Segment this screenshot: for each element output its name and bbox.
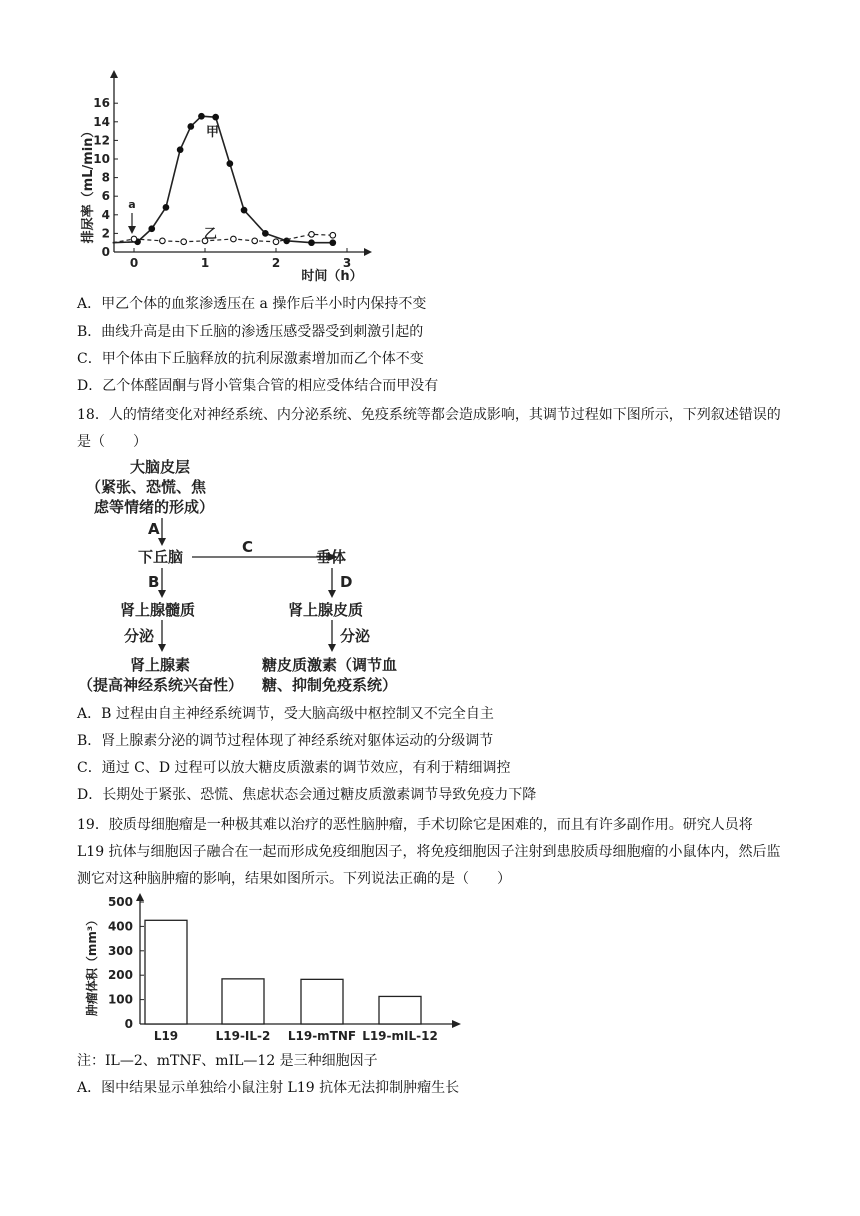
y-tick-label: 8 xyxy=(101,170,110,185)
series-label-jia: 甲 xyxy=(206,125,220,140)
x-category-label: L19-IL-2 xyxy=(215,1029,271,1043)
tumor-volume-bar-chart xyxy=(76,893,466,1049)
q18-option-b: B．肾上腺素分泌的调节过程体现了神经系统对躯体运动的分级调节 xyxy=(77,733,494,749)
series-yi-point xyxy=(252,238,258,244)
node-glucocorticoid: 糖皮质激素（调节血 xyxy=(262,656,398,674)
node-adrenal-medulla: 肾上腺髓质 xyxy=(120,601,196,619)
y-tick-label: 4 xyxy=(101,207,110,222)
y-tick-label: 400 xyxy=(107,919,133,934)
node-cortex-line3: 虑等情绪的形成） xyxy=(94,498,215,516)
node-hypothalamus: 下丘脑 xyxy=(138,548,184,566)
y-tick-label: 14 xyxy=(93,114,110,129)
x-tick-label: 2 xyxy=(271,256,281,270)
q18-option-a: A．B 过程由自主神经系统调节，受大脑高级中枢控制又不完全自主 xyxy=(77,706,494,722)
series-jia-point xyxy=(149,226,155,232)
series-yi-point xyxy=(273,239,279,245)
x-tick-label: 0 xyxy=(129,256,139,270)
series-yi-point xyxy=(309,232,315,238)
q17-option-d: D．乙个体醛固酮与肾小管集合管的相应受体结合而甲没有 xyxy=(77,378,439,394)
series-jia-point xyxy=(309,240,315,246)
node-cortex-line2: （紧张、恐慌、焦 xyxy=(86,478,207,496)
bar-l19-mtnf xyxy=(301,979,343,1024)
q17-option-b: B．曲线升高是由下丘脑的渗透压感受器受到刺激引起的 xyxy=(77,324,424,340)
q18-option-d: D．长期处于紧张、恐慌、焦虑状态会通过糖皮质激素调节导致免疫力下降 xyxy=(77,787,537,803)
y-axis-arrow xyxy=(110,70,118,78)
y-axis-label: 排尿率（mL/min） xyxy=(81,124,96,244)
series-yi-point xyxy=(330,232,336,238)
bar-l19 xyxy=(145,920,187,1024)
y-tick-label: 10 xyxy=(93,152,110,166)
series-jia-point xyxy=(263,231,269,237)
q19-stem: 19．胶质母细胞瘤是一种极其难以治疗的恶性脑肿瘤，手术切除它是困难的，而且有许多副作用。研究人员将 L19 抗体与细胞因子融合在一起而形成免疫细胞因子，将免疫细胞因子注射到患胶质母细胞瘤的小鼠体内，然后监测它对这种脑肿瘤的影响，结果如图所示。下列说法正确的是（ ） xyxy=(77,817,781,887)
arrow-a-label: a xyxy=(128,198,136,211)
series-jia-point xyxy=(227,161,233,167)
y-tick-label: 0 xyxy=(101,245,110,259)
series-jia-point xyxy=(330,240,336,246)
label-c: C xyxy=(242,538,254,556)
x-axis-arrow xyxy=(452,1020,461,1028)
series-jia-point xyxy=(213,114,219,120)
y-tick-label: 0 xyxy=(124,1017,133,1031)
series-jia-point xyxy=(199,113,205,119)
node-pituitary: 垂体 xyxy=(316,548,347,566)
x-axis-arrow xyxy=(364,248,372,256)
node-glucocorticoid-effect: 糖、抑制免疫系统） xyxy=(262,676,398,694)
arrow-a-head xyxy=(128,226,136,234)
label-secrete-left: 分泌 xyxy=(124,627,155,645)
x-axis-label: 时间（h） xyxy=(301,269,363,284)
y-axis-arrow xyxy=(136,893,144,901)
series-yi-point xyxy=(231,236,237,242)
q17-option-c: C．甲个体由下丘脑释放的抗利尿激素增加而乙个体不变 xyxy=(77,351,424,367)
urine-rate-line-chart xyxy=(76,66,376,288)
series-jia-point xyxy=(241,207,247,213)
series-yi-point xyxy=(131,236,137,242)
y-tick-label: 100 xyxy=(107,992,133,1007)
x-category-label: L19-mTNF xyxy=(287,1029,357,1043)
label-b: B xyxy=(148,573,160,591)
y-tick-label: 2 xyxy=(101,226,110,241)
y-tick-label: 500 xyxy=(107,895,133,909)
y-tick-label: 12 xyxy=(93,133,110,148)
q18-stem: 18．人的情绪变化对神经系统、内分泌系统、免疫系统等都会造成影响，其调节过程如下图所示，下列叙述错误的是（ ） xyxy=(77,407,781,450)
x-category-label: L19-mIL-12 xyxy=(362,1029,438,1043)
label-d: D xyxy=(340,573,353,591)
y-tick-label: 16 xyxy=(93,96,110,111)
series-label-yi: 乙 xyxy=(204,227,218,242)
bar-l19-mil-12 xyxy=(379,996,421,1024)
bar-l19-il-2 xyxy=(222,979,264,1024)
x-category-label: L19 xyxy=(153,1029,179,1043)
series-jia-line xyxy=(113,116,333,242)
y-tick-label: 300 xyxy=(107,943,133,958)
series-yi-point xyxy=(181,239,187,245)
y-tick-label: 6 xyxy=(101,189,110,204)
q19-option-a: A．图中结果显示单独给小鼠注射 L19 抗体无法抑制肿瘤生长 xyxy=(77,1080,460,1096)
q17-option-a: A．甲乙个体的血浆渗透压在 a 操作后半小时内保持不变 xyxy=(77,296,427,312)
series-yi-point xyxy=(160,238,166,244)
emotion-regulation-diagram xyxy=(76,456,416,696)
node-adrenal-cortex: 肾上腺皮质 xyxy=(288,601,364,619)
series-jia-point xyxy=(188,124,194,130)
q19-note: 注：IL—2、mTNF、mIL—12 是三种细胞因子 xyxy=(77,1053,378,1069)
y-axis-label: 肿瘤体积（mm³） xyxy=(85,913,99,1017)
x-tick-label: 1 xyxy=(200,256,210,270)
node-epinephrine-effect: （提高神经系统兴奋性） xyxy=(78,676,244,694)
node-cortex-title: 大脑皮层 xyxy=(130,458,191,476)
node-epinephrine: 肾上腺素 xyxy=(130,656,191,674)
y-tick-label: 200 xyxy=(107,968,133,983)
x-tick-label: 3 xyxy=(342,256,352,270)
label-secrete-right: 分泌 xyxy=(340,627,371,645)
series-jia-point xyxy=(163,205,169,211)
label-a: A xyxy=(148,520,160,538)
series-jia-point xyxy=(177,147,183,153)
q18-option-c: C．通过 C、D 过程可以放大糖皮质激素的调节效应，有利于精细调控 xyxy=(77,760,511,776)
